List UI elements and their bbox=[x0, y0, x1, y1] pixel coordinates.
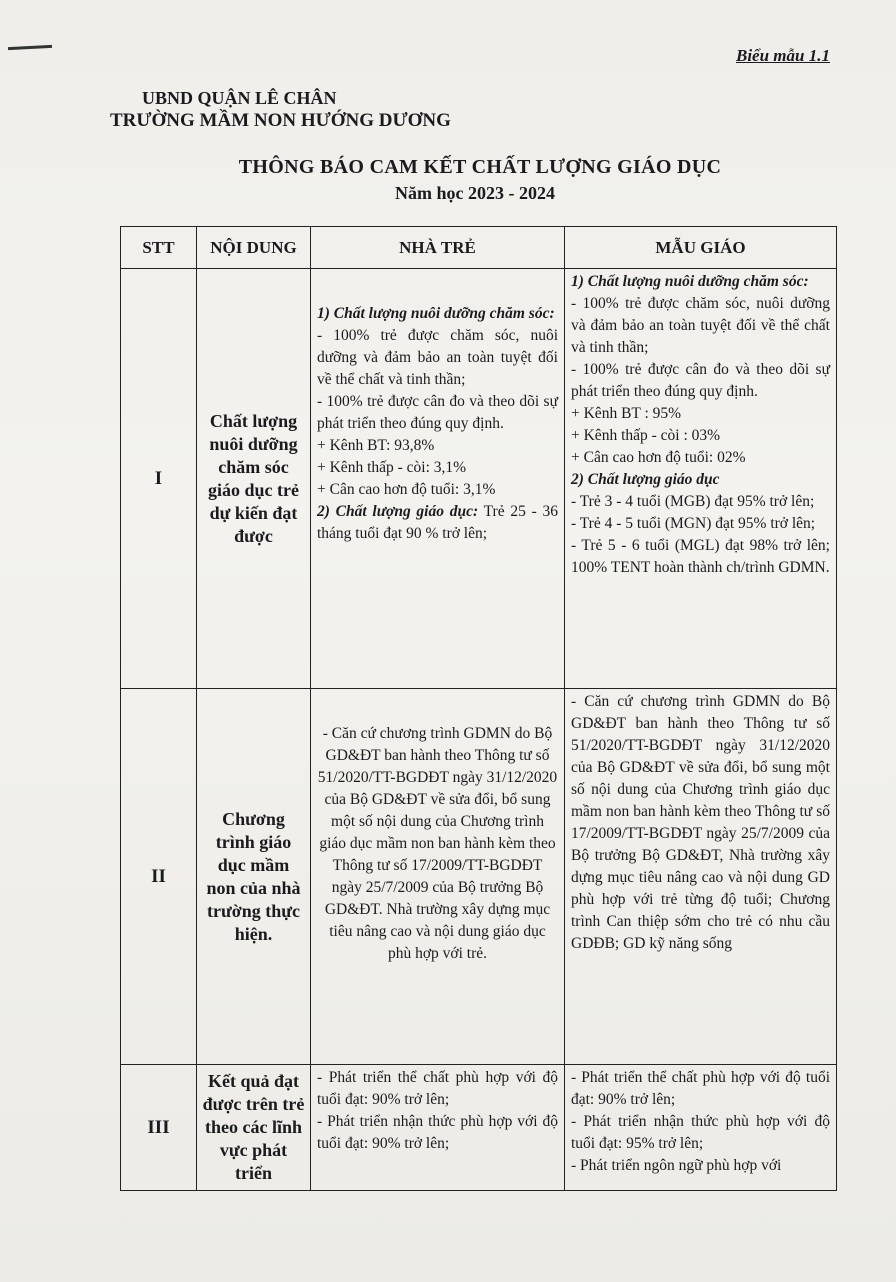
row-1-mau-giao-line: - 100% trẻ được cân đo và theo dõi sự phát triển theo đúng quy định. bbox=[571, 361, 830, 400]
row-1-mau-giao-line: + Kênh BT : 95% bbox=[571, 405, 682, 422]
row-1-nha-tre-heading: 2) Chất lượng giáo dục: bbox=[317, 503, 479, 520]
row-1-nha-tre-line: 1) Chất lượng nuôi dưỡng chăm sóc: bbox=[317, 305, 555, 322]
row-2-mau-giao: - Căn cứ chương trình GDMN do Bộ GD&ĐT ban hành theo Thông tư số 51/2020/TT-BGDĐT ngày 31/12/2020 của Bộ GD&ĐT về sửa đổi, bổ sung một số nội dung của Chương trình giáo dục mầm non ban hành kèm theo Thông tư số 17/2009/TT-BGDĐT ngày 25/7/2009 của Bộ trưởng Bộ GD&ĐT, Nhà trường xây dựng mục tiêu nâng cao và nội dung GD phù hợp với trẻ từng độ tuổi; Chương trình Can thiệp sớm cho trẻ có nhu cầu GDĐB; GD kỹ năng sống bbox=[565, 689, 837, 1065]
row-1-nha-tre-line: + Kênh BT: 93,8% bbox=[317, 437, 435, 454]
row-1-nha-tre-line: - 100% trẻ được chăm sóc, nuôi dưỡng và đảm bảo an toàn tuyệt đối về thể chất và tinh thần; bbox=[317, 327, 558, 388]
org-line-1: UBND QUẬN LÊ CHÂN bbox=[142, 88, 337, 108]
quality-table bbox=[120, 226, 837, 1191]
row-3-nha-tre-line: - Phát triển nhận thức phù hợp với độ tuổi đạt: 90% trở lên; bbox=[317, 1113, 558, 1152]
row-1-mau-giao-line: - Trẻ 4 - 5 tuổi (MGN) đạt 95% trở lên; bbox=[571, 515, 816, 532]
row-3-mau-giao-line: - Phát triển thể chất phù hợp với độ tuổi đạt: 90% trở lên; bbox=[571, 1069, 830, 1108]
row-3-nha-tre bbox=[311, 1065, 565, 1191]
header-stt: STT bbox=[121, 227, 197, 269]
row-3-mau-giao bbox=[565, 1065, 837, 1191]
row-1-mau-giao-line: + Cân cao hơn độ tuổi: 02% bbox=[571, 449, 746, 466]
row-1-nha-tre-line: Trẻ 25 - 36 tháng tuổi đạt 90 % trở lên; bbox=[317, 503, 558, 542]
document-title: THÔNG BÁO CAM KẾT CHẤT LƯỢNG GIÁO DỤC bbox=[238, 156, 722, 178]
row-1-stt: I bbox=[121, 269, 197, 689]
row-3-mau-giao-line: - Phát triển nhận thức phù hợp với độ tuổi đạt: 95% trở lên; bbox=[571, 1113, 830, 1152]
row-3-stt: III bbox=[121, 1065, 197, 1191]
header-content: NỘI DUNG bbox=[197, 227, 311, 269]
row-2-stt: II bbox=[121, 689, 197, 1065]
row-1-mau-giao bbox=[565, 269, 837, 689]
pen-mark bbox=[8, 45, 52, 50]
header-nha-tre: NHÀ TRẺ bbox=[311, 227, 565, 269]
row-2-content: Chương trình giáo dục mầm non của nhà trường thực hiện. bbox=[197, 689, 311, 1065]
header-mau-giao: MẪU GIÁO bbox=[565, 227, 837, 269]
row-1-mau-giao-line: - Trẻ 3 - 4 tuổi (MGB) đạt 95% trở lên; bbox=[571, 493, 815, 510]
row-1-mau-giao-line: - 100% trẻ được chăm sóc, nuôi dưỡng và đảm bảo an toàn tuyệt đối về thể chất và tinh thần; bbox=[571, 295, 830, 356]
row-1-nha-tre-line: + Cân cao hơn độ tuổi: 3,1% bbox=[317, 481, 496, 498]
form-code: Biểu mẫu 1.1 bbox=[736, 46, 830, 65]
row-1-nha-tre bbox=[311, 269, 565, 689]
row-1-nha-tre-line: - 100% trẻ được cân đo và theo dõi sự phát triển theo đúng quy định. bbox=[317, 393, 558, 432]
row-3-nha-tre-line: - Phát triển thể chất phù hợp với độ tuổi đạt: 90% trở lên; bbox=[317, 1069, 558, 1108]
document-subtitle: Năm học 2023 - 2024 bbox=[395, 183, 555, 203]
row-1-nha-tre-line: + Kênh thấp - còi: 3,1% bbox=[317, 459, 467, 476]
org-line-2: TRƯỜNG MẦM NON HƯỚNG DƯƠNG bbox=[110, 110, 451, 131]
row-3-content: Kết quả đạt được trên trẻ theo các lĩnh vực phát triển bbox=[197, 1065, 311, 1191]
row-3-mau-giao-line: - Phát triển ngôn ngữ phù hợp với bbox=[571, 1157, 782, 1174]
row-1-mau-giao-line: - Trẻ 5 - 6 tuổi (MGL) đạt 98% trở lên; 100% TENT hoàn thành ch/trình GDMN. bbox=[571, 537, 830, 576]
row-1-mau-giao-line: 2) Chất lượng giáo dục bbox=[571, 471, 720, 488]
row-1-mau-giao-line: + Kênh thấp - còi : 03% bbox=[571, 427, 721, 444]
row-2-nha-tre: - Căn cứ chương trình GDMN do Bộ GD&ĐT ban hành theo Thông tư số 51/2020/TT-BGDĐT ngày 31/12/2020 của Bộ GD&ĐT về sửa đổi, bổ sung một số nội dung của Chương trình giáo dục mầm non ban hành kèm theo Thông tư số 17/2009/TT-BGDĐT ngày 25/7/2009 của Bộ trưởng Bộ GD&ĐT. Nhà trường xây dựng mục tiêu nâng cao và nội dung giáo dục phù hợp với trẻ. bbox=[311, 689, 565, 1065]
row-1-content: Chất lượng nuôi dưỡng chăm sóc giáo dục trẻ dự kiến đạt được bbox=[197, 269, 311, 689]
row-1-mau-giao-line: 1) Chất lượng nuôi dưỡng chăm sóc: bbox=[571, 273, 809, 290]
